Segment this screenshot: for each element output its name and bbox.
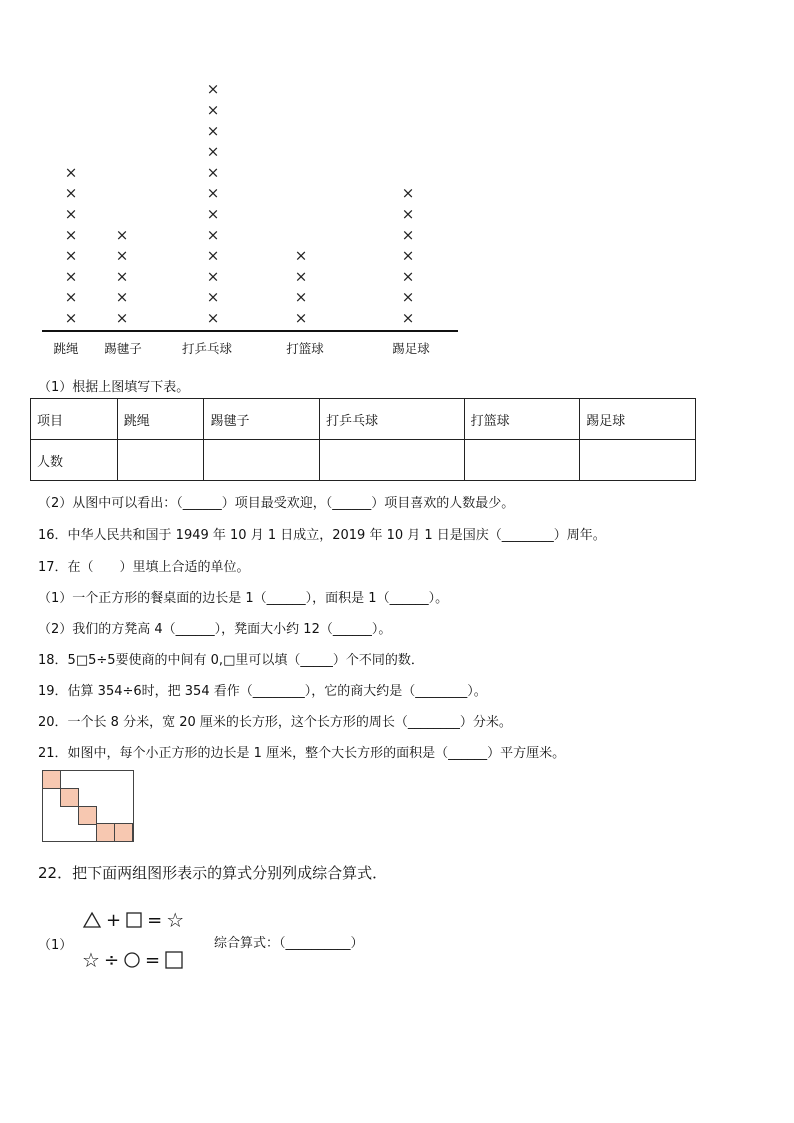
answer-cell[interactable] [204,440,320,481]
x-mark: × [401,246,415,265]
q22-label: （1） [38,938,73,953]
q15-part2: （2）从图中可以看出：（______）项目最受欢迎，（______）项目喜欢的人数最少。 [38,496,515,511]
x-mark: × [401,309,415,327]
circle-icon [123,951,141,969]
x-mark: × [401,225,415,244]
table-cell: 打乒乓球 [320,399,465,440]
answer-cell[interactable] [117,440,204,481]
x-mark: × [206,80,220,99]
q22-answer[interactable]: 综合算式：（__________） [214,936,364,951]
x-mark: × [294,288,308,307]
table-cell: 打篮球 [464,399,580,440]
x-mark: × [64,205,78,223]
x-mark: × [64,267,78,286]
table-row-header [31,399,696,440]
x-mark: × [206,246,220,265]
chart-marks [65,80,415,327]
x-mark: × [206,225,220,244]
star-icon: ☆ [166,908,185,932]
tally-table [30,398,696,481]
x-mark: × [206,309,220,327]
category-labels [53,341,430,356]
unit-square [79,807,97,825]
q17-title: 17．在（ ）里填上合适的单位。 [38,560,250,575]
unit-square [61,789,79,807]
square-icon [125,911,143,929]
dot-plot-chart [0,0,794,370]
divide-sign: ÷ [103,949,120,971]
x-mark: × [206,205,220,223]
table-cell: 人数 [31,440,118,481]
table-cell: 跳绳 [117,399,204,440]
plus-sign: + [106,909,122,931]
x-mark: × [294,246,308,265]
x-mark: × [115,225,129,244]
x-mark: × [115,267,129,286]
x-mark: × [401,288,415,307]
x-mark: × [206,163,220,182]
x-mark: × [64,225,78,244]
x-mark: × [206,142,220,161]
x-mark: × [206,101,220,119]
x-mark: × [64,184,78,203]
triangle-icon [82,911,102,929]
q17-part2: （2）我们的方凳高 4（______），凳面大小约 12（______）。 [38,622,392,637]
x-mark: × [206,184,220,203]
x-mark: × [401,205,415,223]
category-label: 打篮球 [286,341,324,356]
x-mark: × [294,309,308,327]
q22-title: 22．把下面两组图形表示的算式分别列成综合算式． [38,864,388,882]
equals-sign: = [147,909,163,931]
unit-square [43,771,61,789]
x-mark: × [64,288,78,307]
x-mark: × [206,267,220,286]
square-icon [164,950,184,970]
q20: 20．一个长 8 分米，宽 20 厘米的长方形，这个长方形的周长（________）分米。 [38,715,512,730]
x-mark: × [294,267,308,286]
q16: 16．中华人民共和国于 1949 年 10 月 1 日成立，2019 年 10 月 1 日是国庆（________）周年。 [38,528,606,543]
category-label: 打乒乓球 [181,341,233,356]
unit-square [115,824,133,842]
answer-cell[interactable] [580,440,696,481]
x-mark: × [64,163,78,182]
q17-part1: （1）一个正方形的餐桌面的边长是 1（______），面积是 1（______）。 [38,591,449,606]
rectangle-figure [42,770,136,844]
table-cell: 踢足球 [580,399,696,440]
category-label: 跳绳 [53,341,79,356]
answer-cell[interactable] [320,440,465,481]
x-mark: × [206,288,220,307]
x-mark: × [206,121,220,140]
category-label: 踢足球 [392,341,430,356]
unit-square [97,824,115,842]
x-mark: × [401,184,415,203]
category-label: 踢毽子 [104,341,142,356]
equation-row-2 [82,948,184,972]
x-mark: × [64,309,78,327]
answer-cell[interactable] [464,440,580,481]
q19: 19．估算 354÷6时，把 354 看作（________），它的商大约是（________）。 [38,684,487,699]
q21: 21．如图中，每个小正方形的边长是 1 厘米，整个大长方形的面积是（______）平方厘米。 [38,746,566,761]
x-mark: × [64,246,78,265]
x-mark: × [115,246,129,265]
q18: 18．5□5÷5要使商的中间有 0,□里可以填（_____）个不同的数． [38,653,424,668]
table-cell: 项目 [31,399,118,440]
x-mark: × [115,309,129,327]
table-cell: 踢毽子 [204,399,320,440]
equation-row-1 [82,908,184,932]
table-row-counts [31,440,696,481]
x-mark: × [401,267,415,286]
q15-part1: （1）根据上图填写下表。 [38,380,190,395]
equals-sign: = [145,949,161,971]
star-icon: ☆ [82,948,100,972]
x-mark: × [115,288,129,307]
